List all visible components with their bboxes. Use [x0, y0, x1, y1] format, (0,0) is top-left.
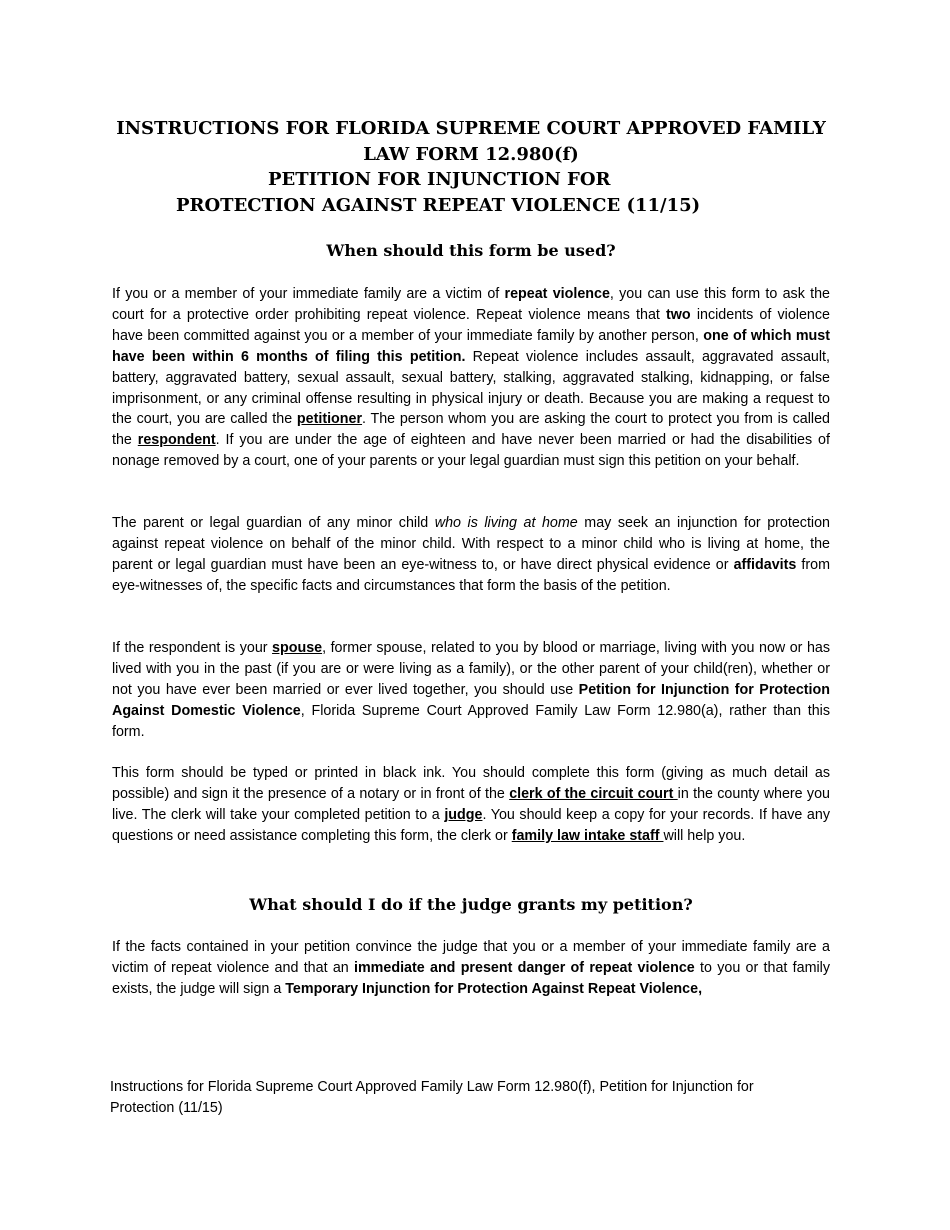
emphasis-six-months: one of which must have been within 6 months of filing this petition. — [112, 327, 831, 365]
paragraph-judge-grants — [112, 937, 830, 1000]
term-clerk-of-circuit-court: clerk of the circuit court — [509, 785, 678, 802]
text-run: will help you. — [663, 827, 746, 844]
text-run: incidents of violence have been committed against you or a member of your immediate family by another person, — [112, 306, 830, 344]
section-heading-when-used: When should this form be used? — [326, 241, 616, 260]
text-run: If the facts contained in your petition convince the judge that you or a member of your immediate family are a victim of repeat violence and that an — [112, 939, 830, 976]
document-title — [112, 116, 830, 218]
text-run: The parent or legal guardian of any minor child — [112, 515, 435, 531]
text-run: may seek an injunction for protection against repeat violence on behalf of the minor child. With respect to a minor child who is living at home, the parent or legal guardian must have been an eye-witness to, or have direct physical evidence or — [112, 515, 830, 573]
title-line-3: PETITION FOR INJUNCTION FOR — [268, 169, 611, 190]
text-run: , former spouse, related to you by blood or marriage, living with you now or has lived with you in the past (if you are or were living as a family), or the other parent of your child(ren), whether or not you have ever been married or ever lived together, you should use — [112, 640, 830, 698]
text-run: This form should be typed or printed in black ink. You should complete this form (giving as much detail as possible) and sign it the presence of a notary or in front of the — [112, 765, 830, 802]
text-run: . If you are under the age of eighteen and have never been married or had the disabilities of nonage removed by a court, one of your parents or your legal guardian must sign this petition on your behalf. — [112, 432, 830, 470]
emphasis-repeat-violence: repeat violence — [504, 286, 610, 302]
title-line-2: LAW FORM 12.980(f) — [363, 143, 579, 165]
term-petitioner: petitioner — [296, 411, 363, 428]
term-spouse: spouse — [272, 640, 323, 656]
text-run: . The person whom you are asking the court to protect you from is called the — [112, 411, 830, 449]
text-run: If the respondent is your — [112, 640, 273, 656]
text-run: , you can use this form to ask the court for a protective order prohibiting repeat violence. Repeat violence means that — [112, 286, 830, 323]
paragraph-repeat-violence — [112, 284, 830, 472]
section-heading-judge-grants: What should I do if the judge grants my petition? — [249, 895, 693, 914]
emphasis-two: two — [666, 306, 691, 323]
page-footer — [110, 1077, 830, 1119]
text-run: to you or that family exists, the judge will sign a — [112, 959, 830, 997]
text-run: , Florida Supreme Court Approved Family Law Form 12.980(a), rather than this form. — [112, 702, 830, 740]
emphasis-temporary-injunction: Temporary Injunction for Protection Against Repeat Violence, — [285, 980, 703, 997]
paragraph-domestic-violence — [112, 638, 830, 743]
title-line-4: PROTECTION AGAINST REPEAT VIOLENCE (11/15) — [176, 194, 701, 216]
emphasis-affidavits: affidavits — [733, 556, 797, 573]
text-run: Repeat violence includes assault, aggravated assault, battery, aggravated battery, sexual assault, sexual battery, stalking, aggravated stalking, kidnapping, or false imprisonment, or any criminal offense resulting in physical injury or death. Because you are making a request to the court, you are called the — [112, 348, 830, 428]
term-respondent: respondent — [137, 432, 216, 449]
term-family-law-intake-staff: family law intake staff — [511, 827, 664, 844]
emphasis-immediate-danger: immediate and present danger of repeat violence — [354, 959, 695, 976]
text-run: . You should keep a copy for your records. If have any questions or need assistance completing this form, the clerk or — [112, 806, 830, 844]
paragraph-form-completion — [112, 763, 830, 847]
emphasis-living-at-home: who is living at home — [434, 515, 578, 531]
text-run: If you or a member of your immediate family are a victim of — [112, 286, 505, 302]
emphasis-domestic-violence-form: Petition for Injunction for Protection Against Domestic Violence — [112, 681, 830, 719]
title-line-1: INSTRUCTIONS FOR FLORIDA SUPREME COURT APPROVED FAMILY — [116, 118, 826, 139]
footer-line-1: Instructions for Florida Supreme Court Approved Family Law Form 12.980(f), Petition for Injunction for — [110, 1079, 754, 1095]
text-run: in the county where you live. The clerk will take your completed petition to a — [112, 785, 830, 823]
term-judge: judge — [444, 806, 483, 823]
text-run: from eye-witnesses of, the specific facts and circumstances that form the basis of the petition. — [112, 556, 830, 594]
footer-line-2: Protection (11/15) — [110, 1100, 223, 1116]
paragraph-minor-child — [112, 513, 830, 597]
